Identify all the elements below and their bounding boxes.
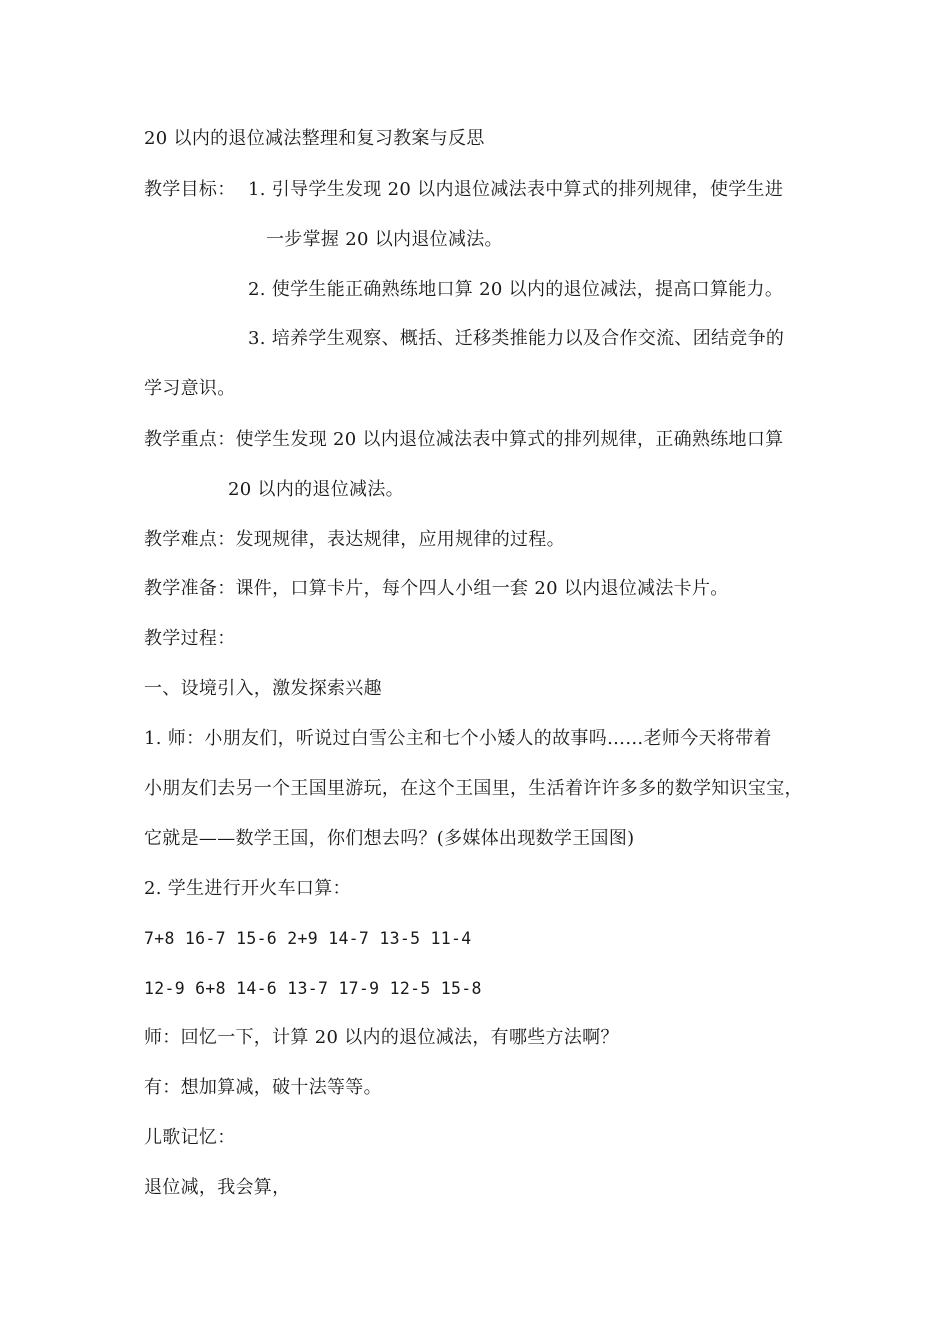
calculation-row-2: 12-9 6+8 14-6 13-7 17-9 12-5 15-8	[144, 979, 482, 998]
paragraph-1-line-3: 它就是——数学王国，你们想去吗？(多媒体出现数学王国图)	[144, 828, 635, 849]
key-point-line-2: 20 以内的退位减法。	[228, 479, 404, 500]
rhyme-line-1: 退位减，我会算，	[144, 1177, 291, 1198]
difficulty: 教学难点：发现规律，表达规律，应用规律的过程。	[144, 529, 565, 550]
paragraph-1-line-2: 小朋友们去另一个王国里游玩，在这个王国里，生活着许许多多的数学知识宝宝，	[144, 778, 803, 799]
goal-3-line-1: 3. 培养学生观察、概括、迁移类推能力以及合作交流、团结竞争的	[248, 328, 785, 349]
paragraph-1-line-1: 1. 师：小朋友们，听说过白雪公主和七个小矮人的故事吗……老师今天将带着	[144, 728, 772, 749]
goal-2: 2. 使学生能正确熟练地口算 20 以内的退位减法，提高口算能力。	[248, 279, 784, 300]
process-heading: 教学过程：	[144, 628, 236, 649]
calculation-row-1: 7+8 16-7 15-6 2+9 14-7 13-5 11-4	[144, 929, 472, 948]
preparation: 教学准备：课件，口算卡片，每个四人小组一套 20 以内退位减法卡片。	[144, 578, 729, 599]
key-point-line-1: 教学重点：使学生发现 20 以内退位减法表中算式的排列规律，正确熟练地口算	[144, 429, 784, 450]
answer: 有：想加算减，破十法等等。	[144, 1077, 382, 1098]
teacher-question: 师：回忆一下，计算 20 以内的退位减法，有哪些方法啊？	[144, 1027, 619, 1048]
goals-label: 教学目标：	[144, 179, 236, 200]
goal-1-line-2: 一步掌握 20 以内退位减法。	[266, 229, 503, 250]
document-title: 20 以内的退位减法整理和复习教案与反思	[144, 128, 485, 149]
rhyme-label: 儿歌记忆：	[144, 1127, 236, 1148]
section-1-heading: 一、设境引入，激发探索兴趣	[144, 678, 382, 699]
paragraph-2: 2. 学生进行开火车口算：	[144, 878, 351, 899]
goal-3-line-2: 学习意识。	[144, 378, 236, 399]
goal-1-line-1: 1. 引导学生发现 20 以内退位减法表中算式的排列规律，使学生进	[248, 179, 784, 200]
